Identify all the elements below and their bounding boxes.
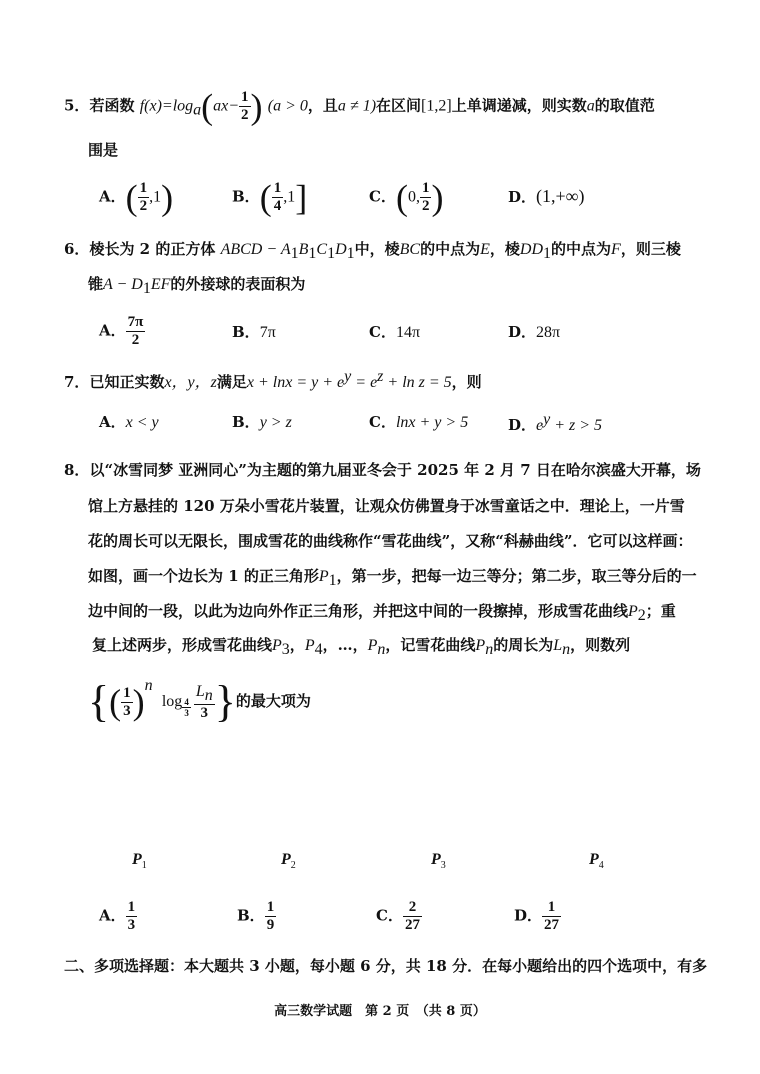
q8-option-c: C． $\frac{2}{27}$ bbox=[376, 899, 420, 933]
section2-heading: 二、多项选择题：本大题共 3 小题，每小题 6 分，共 18 分．在每小题给出的四个选项中，有多 bbox=[64, 957, 708, 975]
q5-option-a: A．( $\frac{1}{2}$ ,1) bbox=[99, 177, 174, 218]
page-footer: 高三数学试题 第 2 页 （共 8 页） bbox=[274, 1004, 486, 1019]
figure-label-p2: $P_2$ bbox=[281, 851, 296, 872]
q5-half: $\frac{1}{2}$ bbox=[241, 89, 249, 123]
q8-option-a: A． $\frac{1}{3}$ bbox=[99, 899, 136, 933]
q8-line5: 边中间的一段，以此为边向外作正三角形，并把这中间的一段擦掉，形成雪花曲线$P_2$；重 bbox=[88, 602, 676, 624]
q7-option-d: D．$e^y + z > 5$ bbox=[508, 411, 603, 434]
q6-option-c: C．14π bbox=[369, 323, 421, 341]
q5-option-c: C．(0, $\frac{1}{2}$ ) bbox=[369, 177, 444, 218]
q8-line6: 复上述两步，形成雪花曲线$P_3$，$P_4$，…，$P_n$，记雪花曲线$P_n$的周长为$L_n$，则数列 bbox=[92, 636, 631, 658]
q5-option-b: B．( $\frac{1}{4}$ ,1] bbox=[232, 177, 308, 218]
q6-line2: 锥$A - D_1EF$的外接球的表面积为 bbox=[88, 275, 306, 297]
q5-function: f(x)=log bbox=[139, 97, 194, 115]
q5-option-d: D．(1,+∞) bbox=[508, 186, 585, 206]
q7-option-b: B．y > z bbox=[232, 413, 292, 431]
q7-option-a: A．x < y bbox=[99, 413, 159, 431]
q6-line1: 6．棱长为 2 的正方体 ABCD − $A_1B_1C_1D_1$中，棱BC的中点为E，棱$DD_1$的中点为F，则三棱 bbox=[64, 240, 681, 262]
q8-line1: 8．以“冰雪同梦 亚洲同心”为主题的第九届亚冬会于 2025 年 2 月 7 日在哈尔滨盛大开幕，场 bbox=[64, 461, 701, 479]
q5-line2: 围是 bbox=[88, 141, 119, 159]
q8-seq-base: $\frac{1}{3}$ bbox=[123, 684, 131, 719]
q8-option-d: D． $\frac{1}{27}$ bbox=[514, 899, 560, 933]
q8-line4: 如图，画一个边长为 1 的正三角形$P_1$，第一步，把每一边三等分；第二步，取三等分后的一 bbox=[88, 567, 697, 589]
q8-option-b: B． $\frac{1}{9}$ bbox=[237, 899, 275, 933]
q8-line2: 馆上方悬挂的 120 万朵小雪花片装置，让观众仿佛置身于冰雪童话之中．理论上，一片雪 bbox=[88, 497, 685, 515]
q8-line3: 花的周长可以无限长，围成雪花的曲线称作“雪花曲线”，又称“科赫曲线”．它可以这样画： bbox=[88, 532, 693, 550]
q7-option-c: C．lnx + y > 5 bbox=[369, 413, 469, 431]
q6-option-a: A． $\frac{7\pi}{2}$ bbox=[99, 314, 144, 348]
q5-line1: 5．若函数 $f(x)=\log_a(ax-$ $\frac{1}{2}$ ) (a > 0，且a ≠ 1)在区间[1,2]上单调递减，则实数a的取值范 bbox=[64, 86, 655, 127]
q7-line1: 7．已知正实数x，y，z满足$x + \ln x = y + e^y = e^z + \ln z = 5$，则 bbox=[64, 368, 482, 391]
figure-label-p4: $P_4$ bbox=[589, 851, 604, 872]
q8-line7: {( $\frac{1}{3}$ )$^n$ log $\frac{4}{3}$ $\frac{L_n}{3}$ }的最大项为 bbox=[88, 677, 311, 726]
figure-label-p3: $P_3$ bbox=[431, 851, 446, 872]
q6-option-d: D．28π bbox=[508, 323, 561, 341]
figure-label-p1: $P_1$ bbox=[132, 851, 147, 872]
q6-option-b: B．7π bbox=[232, 323, 276, 341]
